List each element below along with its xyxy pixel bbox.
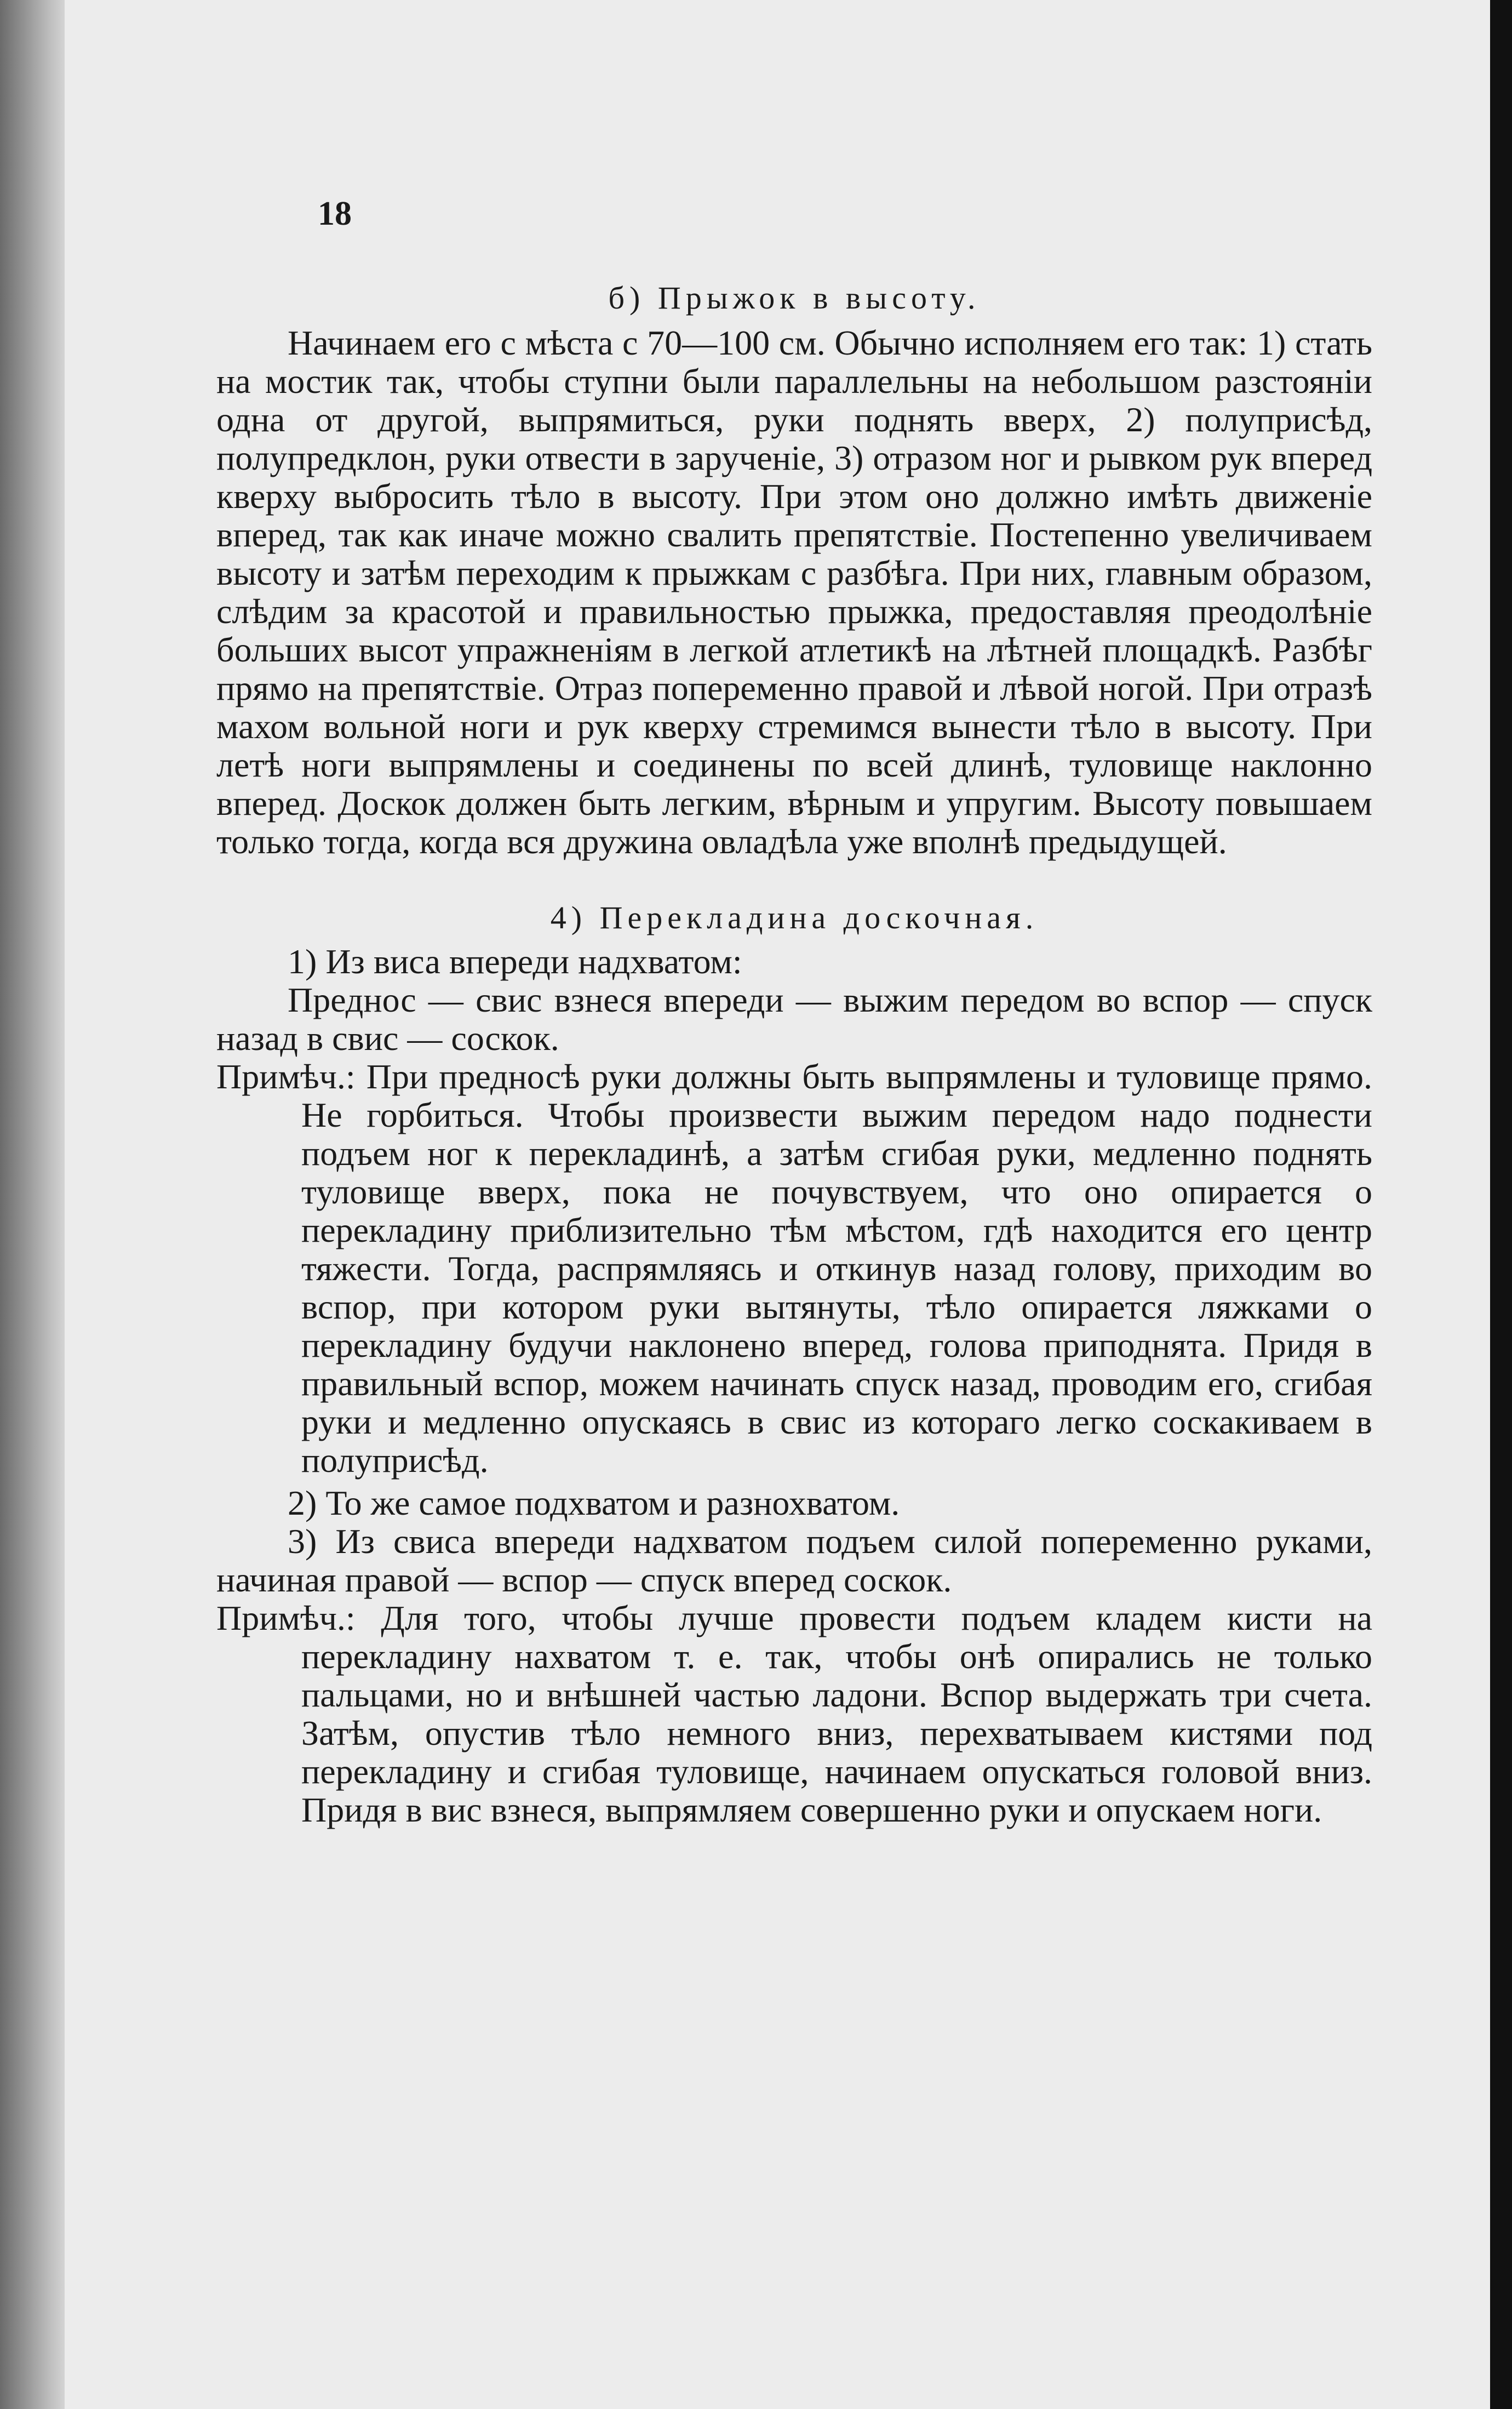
- item-1-title: 1) Из виса впереди надхватом:: [288, 942, 742, 981]
- section-b-heading: б) Прыжок в высоту.: [608, 280, 981, 316]
- note-2: Примѣч.: Для того, чтобы лучше провести подъем кладем кисти на перекладину нахватом т. е. так, чтобы онѣ опирались не только пальцами, но и внѣшней частью ладони. Вспор выдержать три счета. Затѣм, опустив тѣло немного вниз, перехватываем кистями под перекладину и сгибая туловище, начинаем опускаться головой вниз. Придя в вис взнеся, выпрямляем совершенно руки и опускаем ноги.: [216, 1599, 1372, 1829]
- note-1: Примѣч.: При предносѣ руки должны быть выпрямлены и туловище прямо. Не горбиться. Чтобы произвести выжим передом надо поднести подъем ног к перекладинѣ, а затѣм сгибая руки, медленно поднять туловище вверх, пока не почувствуем, что оно опирается о перекладину приблизительно тѣм мѣстом, гдѣ находится его центр тяжести. Тогда, распрямляясь и откинув назад голову, приходим во вспор, при котором руки вытянуты, тѣло опирается ляжками о перекладину будучи наклонено вперед, голова приподнята. Придя в правильный вспор, можем начинать спуск назад, проводим его, сгибая руки и медленно опускаясь в свис из котораго легко соскакиваем в полуприсѣд.: [216, 1057, 1372, 1480]
- binding-edge: [0, 0, 65, 2409]
- section-b-paragraph: Начинаем его с мѣста с 70—100 см. Обычно исполняем его так: 1) стать на мостик так, чтобы ступни были параллельны на небольшом разстояніи одна от другой, выпрямиться, руки поднять вверх, 2) полуприсѣд, полупредклон, руки отвести в зарученіе, 3) отразом ног и рывком рук вперед кверху выбросить тѣло в высоту. При этом оно должно имѣть движеніе вперед, так как иначе можно свалить препятствіе. Постепенно увеличиваем высоту и затѣм переходим к прыжкам с разбѣга. При них, главным образом, слѣдим за красотой и правильностью прыжка, предоставляя преодолѣніе больших высот упражненіям в легкой атлетикѣ на лѣтней площадкѣ. Разбѣг прямо на препятствіе. Отраз попеременно правой и лѣвой ногой. При отразѣ махом вольной ноги и рук кверху стремимся вынести тѣло в высоту. При летѣ ноги выпрямлены и соединены по всей длинѣ, туловище наклонно вперед. Доскок должен быть легким, вѣрным и упругим. Высоту повышаем только тогда, когда вся дружина овладѣла уже вполнѣ предыдущей.: [216, 323, 1372, 861]
- right-shadow: [1490, 0, 1512, 2409]
- text-body: [216, 186, 1372, 1829]
- item-1-text: Преднос — свис взнеся впереди — выжим передом во вспор — спуск назад в свис — соскок.: [216, 980, 1372, 1058]
- item-2: 2) То же самое подхватом и разнохватом.: [288, 1483, 900, 1522]
- section-4-heading: 4) Перекладина доскочная.: [550, 900, 1039, 935]
- page-number: 18: [318, 195, 352, 232]
- item-3: 3) Из свиса впереди надхватом подъем силой попеременно руками, начиная правой — вспор — спуск вперед соскок.: [216, 1522, 1372, 1599]
